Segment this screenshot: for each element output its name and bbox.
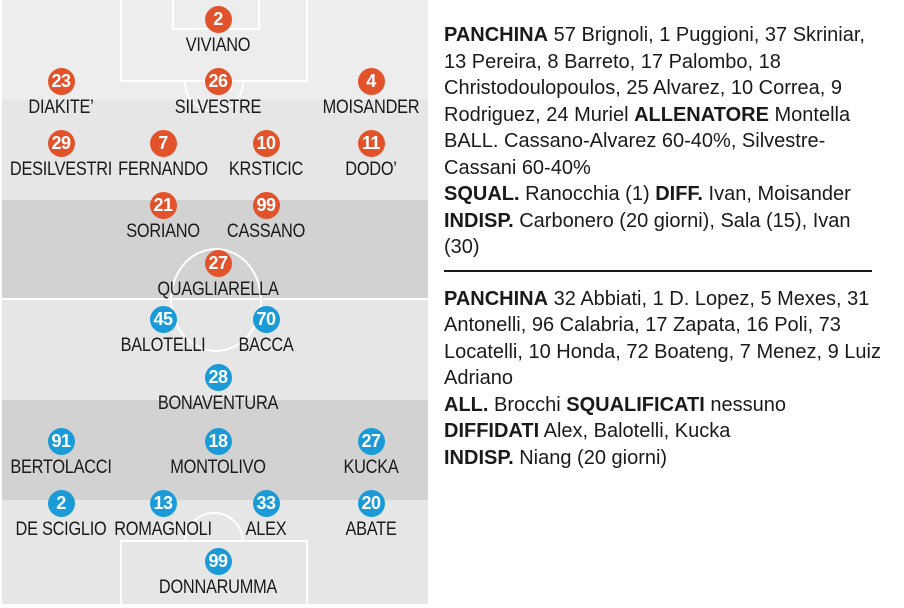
player-number-badge: 27 (358, 428, 385, 455)
indisp-text: Niang (20 giorni) (513, 446, 668, 469)
section-divider (444, 270, 872, 272)
team-info-panel (444, 22, 884, 471)
player-number-badge: 23 (48, 68, 75, 95)
all-label: ALL. (444, 393, 489, 416)
home-player (143, 68, 293, 118)
player-number-badge: 21 (150, 192, 177, 219)
player-name: DIAKITE’ (28, 97, 94, 118)
player-number-badge: 91 (48, 428, 75, 455)
player-name: DONNARUMMA (158, 577, 278, 598)
player-name: CASSANO (226, 221, 306, 242)
player-name: MONTOLIVO (170, 457, 266, 478)
away-player (191, 306, 341, 356)
diffidati-text: Alex, Balotelli, Kucka (539, 420, 731, 442)
player-number-badge: 29 (48, 130, 75, 157)
home-player (191, 192, 341, 242)
allenatore-text: Montella BALL. Cassano-Alvarez 60-40%, Silvestre-Cassani 60-40% (444, 103, 851, 179)
player-number-badge: 27 (205, 250, 232, 277)
player-name: BACCA (238, 335, 294, 356)
home-player (296, 130, 428, 180)
indisp-label: INDISP. (444, 446, 514, 469)
player-number-badge: 11 (358, 130, 385, 157)
pitch-diagram (2, 0, 428, 604)
player-name: DESILVESTRI (9, 159, 113, 180)
home-player (296, 68, 428, 118)
away-player (2, 428, 136, 478)
player-number-badge: 2 (205, 6, 232, 33)
away-team-notes (444, 286, 884, 472)
home-player (143, 6, 293, 56)
player-number-badge: 7 (150, 130, 177, 157)
player-name: ROMAGNOLI (114, 519, 212, 540)
player-name: QUAGLIARELLA (157, 279, 279, 300)
player-name: KRSTICIC (228, 159, 304, 180)
away-player (143, 428, 293, 478)
panchina-label: PANCHINA (444, 287, 549, 310)
indisp-label: INDISP. (444, 209, 514, 232)
allenatore-label: ALLENATORE (634, 103, 769, 126)
panchina-list: 32 Abbiati, 1 D. Lopez, 5 Mexes, 31 Antonelli, 96 Calabria, 17 Zapata, 16 Poli, 73 Locatelli, 10 Honda, 72 Boateng, 7 Menez, 9 Luiz Adriano (444, 287, 881, 389)
player-name: ABATE (345, 519, 397, 540)
player-number-badge: 2 (48, 490, 75, 517)
player-name: MOISANDER (322, 97, 420, 118)
player-name: SORIANO (126, 221, 200, 242)
player-number-badge: 70 (253, 306, 280, 333)
player-name: BONAVENTURA (157, 393, 279, 414)
away-player (143, 364, 293, 414)
player-number-badge: 20 (358, 490, 385, 517)
player-number-badge: 26 (205, 68, 232, 95)
squal-label: SQUAL. (444, 183, 520, 205)
squal-text: Ranocchia (1) (519, 183, 656, 205)
away-player (296, 428, 428, 478)
diff-text: Ivan, Moisander (702, 183, 851, 205)
diffidati-label: DIFFIDATI (444, 420, 540, 442)
player-number-badge: 28 (205, 364, 232, 391)
panchina-list: 57 Brignoli, 1 Puggioni, 37 Skriniar, 13 Pereira, 8 Barreto, 17 Palombo, 18 Christodoulopoulos, 25 Alvarez, 10 Correa, 9 Rodriguez, 24 Muriel (444, 24, 865, 126)
player-number-badge: 4 (358, 68, 385, 95)
player-name: BALOTELLI (120, 335, 206, 356)
player-name: KUCKA (343, 457, 399, 478)
player-name: DE SCIGLIO (15, 519, 107, 540)
player-number-badge: 33 (253, 490, 280, 517)
diff-label: DIFF. (655, 183, 703, 205)
player-number-badge: 99 (253, 192, 280, 219)
all-text: Brocchi (488, 393, 567, 416)
indisp-text: Carbonero (20 giorni), Sala (15), Ivan (30) (444, 209, 851, 258)
home-player (2, 68, 136, 118)
player-name: VIVIANO (185, 35, 251, 56)
player-number-badge: 99 (205, 548, 232, 575)
away-player (143, 548, 293, 598)
away-player (296, 490, 428, 540)
player-number-badge: 45 (150, 306, 177, 333)
player-name: FERNANDO (118, 159, 208, 180)
player-name: BERTOLACCI (10, 457, 112, 478)
home-player (143, 250, 293, 300)
home-team-notes (444, 22, 884, 261)
player-name: DODO’ (345, 159, 397, 180)
player-name: SILVESTRE (174, 97, 262, 118)
player-number-badge: 10 (253, 130, 280, 157)
player-number-badge: 18 (205, 428, 232, 455)
squalificati-label: SQUALIFICATI (566, 393, 705, 416)
panchina-label: PANCHINA (444, 24, 549, 46)
player-name: ALEX (245, 519, 287, 540)
squalificati-text: nessuno (704, 393, 786, 416)
player-number-badge: 13 (150, 490, 177, 517)
